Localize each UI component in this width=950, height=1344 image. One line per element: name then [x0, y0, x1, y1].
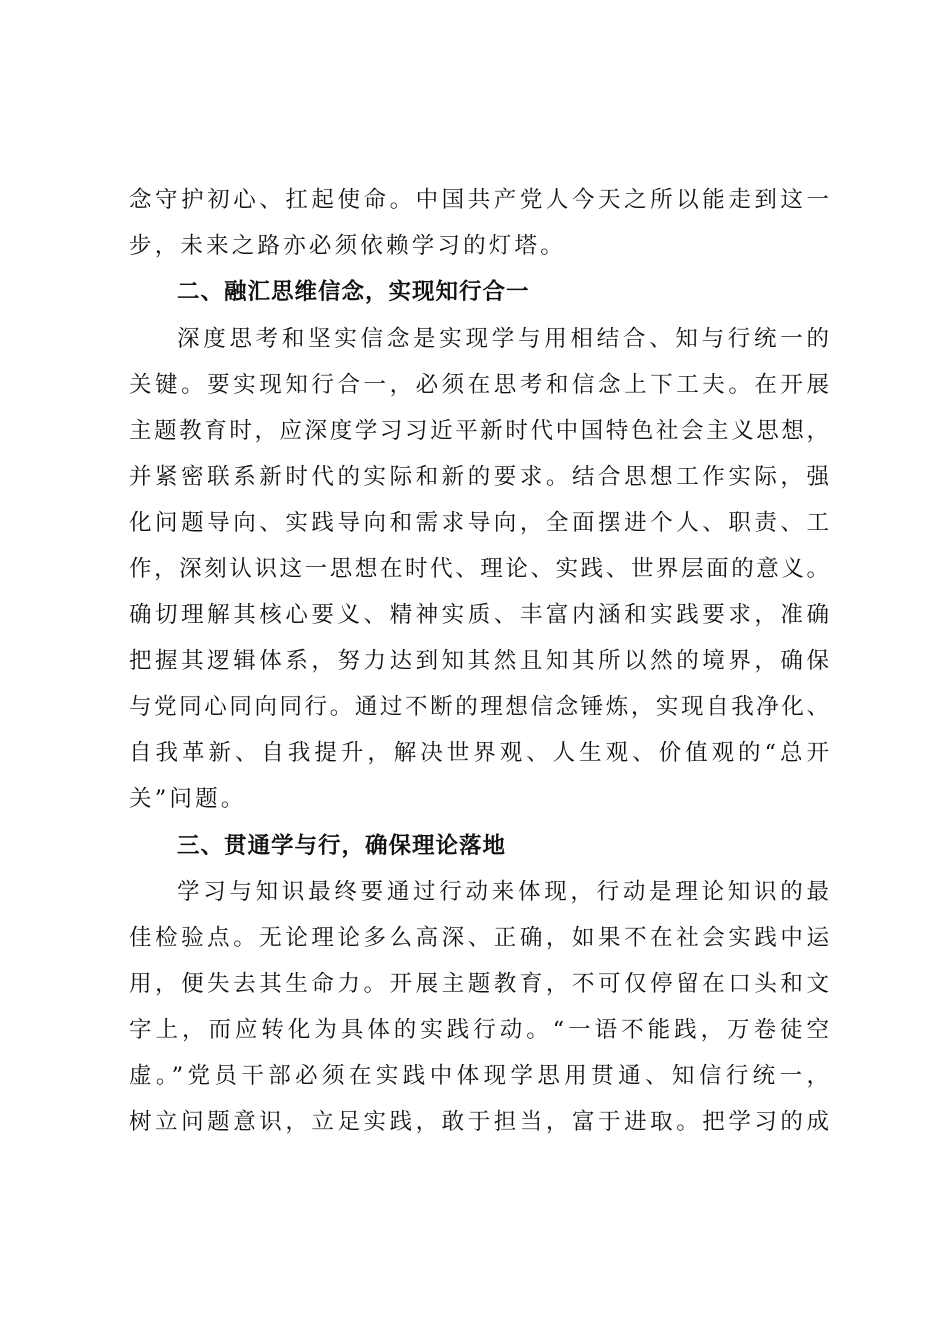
body-text-line: 自我革新、自我提升，解决世界观、人生观、价值观的“总开: [129, 740, 829, 766]
body-text-line: 步，未来之路亦必须依赖学习的灯塔。: [129, 233, 566, 259]
body-text-line: 佳检验点。无论理论多么高深、正确，如果不在社会实践中运: [129, 925, 829, 951]
body-text-line: 主题教育时，应深度学习习近平新时代中国特色社会主义思想，: [129, 418, 829, 444]
body-text-line: 作，深刻认识这一思想在时代、理论、实践、世界层面的意义。: [129, 556, 829, 582]
body-text-line: 确切理解其核心要义、精神实质、丰富内涵和实践要求，准确: [129, 602, 829, 628]
body-text-line: 关键。要实现知行合一，必须在思考和信念上下工夫。在开展: [129, 372, 829, 398]
body-text-line: 并紧密联系新时代的实际和新的要求。结合思想工作实际，强: [129, 464, 829, 490]
body-text-line: 虚。”党员干部必须在实践中体现学思用贯通、知信行统一，: [129, 1063, 829, 1089]
body-text-line: 树立问题意识，立足实践，敢于担当，富于进取。把学习的成: [129, 1109, 829, 1135]
body-text-line: 学习与知识最终要通过行动来体现，行动是理论知识的最: [177, 879, 829, 905]
body-text-line: 关”问题。: [129, 786, 247, 812]
body-text-line: 字上，而应转化为具体的实践行动。“一语不能践，万卷徒空: [129, 1017, 829, 1043]
body-text-line: 用，便失去其生命力。开展主题教育，不可仅停留在口头和文: [129, 971, 829, 997]
body-text-line: 与党同心同向同行。通过不断的理想信念锤炼，实现自我净化、: [129, 694, 829, 720]
body-text-line: 念守护初心、扛起使命。中国共产党人今天之所以能走到这一: [129, 187, 829, 213]
body-text-line: 化问题导向、实践导向和需求导向，全面摆进个人、职责、工: [129, 510, 829, 536]
body-text-line: 深度思考和坚实信念是实现学与用相结合、知与行统一的: [177, 326, 829, 352]
section-heading-2: 二、融汇思维信念，实现知行合一: [177, 279, 530, 305]
section-heading-3: 三、贯通学与行，确保理论落地: [177, 833, 507, 859]
body-text-line: 把握其逻辑体系，努力达到知其然且知其所以然的境界，确保: [129, 648, 829, 674]
